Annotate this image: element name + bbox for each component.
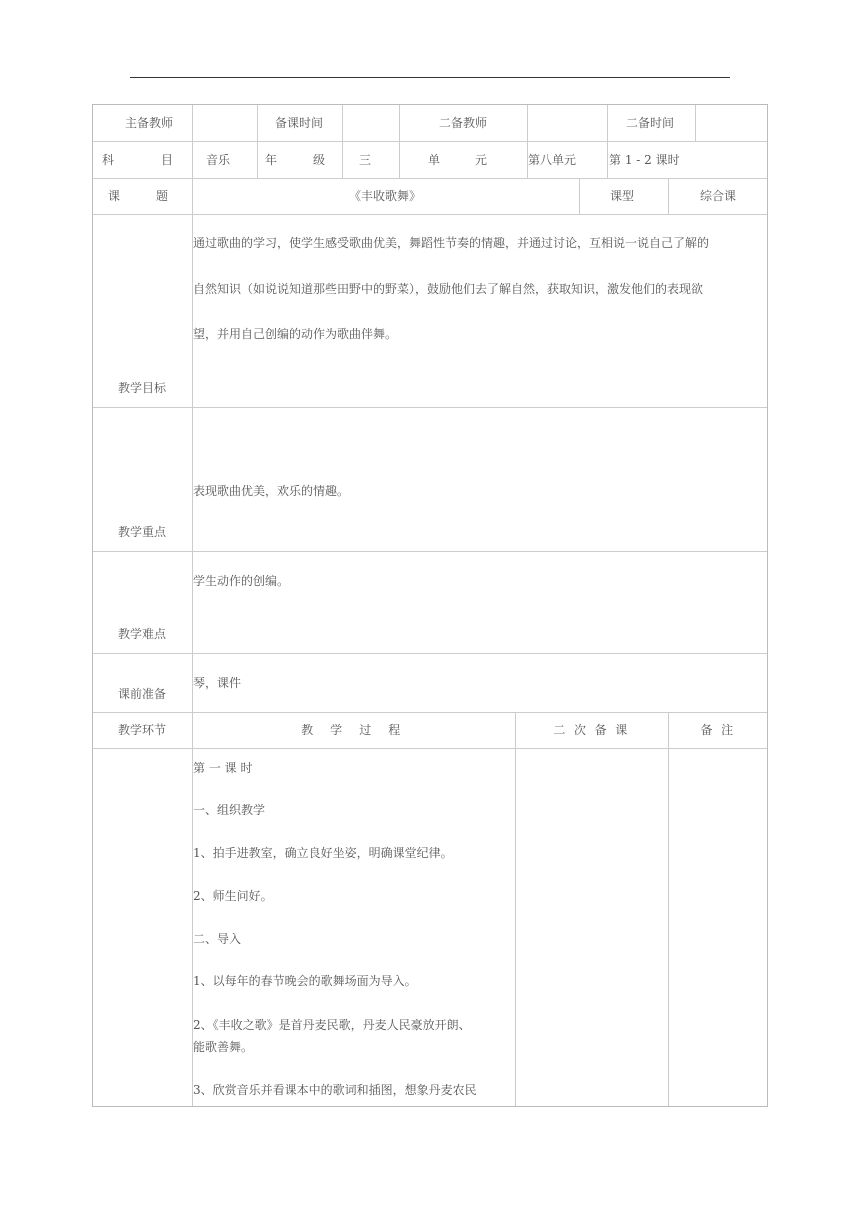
- objective-line: 望，并用自己创编的动作为歌曲伴舞。: [193, 327, 398, 341]
- process-line: 1、以每年的春节晚会的歌舞场面为导入。: [193, 974, 417, 988]
- objectives-label: 教学目标: [117, 381, 166, 395]
- col-divider: [192, 105, 193, 1106]
- second-time-label: 二备时间: [625, 116, 674, 130]
- prep-time-label: 备课时间: [274, 116, 323, 130]
- process-label: 教 学 过 程: [301, 723, 407, 737]
- subject-label: 科: [102, 153, 115, 167]
- row-divider: [93, 178, 767, 179]
- notes-label: 备 注: [700, 723, 736, 737]
- col-divider: [342, 105, 343, 178]
- row-divider: [93, 712, 767, 713]
- header-rule: [130, 77, 730, 78]
- col-divider: [668, 712, 669, 1106]
- grade-label: 年: [265, 153, 278, 167]
- period-value: 第 1 - 2 课时: [609, 153, 680, 167]
- preparation-label: 课前准备: [117, 687, 166, 701]
- topic-label: 课: [108, 189, 121, 203]
- unit-value: 第八单元: [528, 153, 577, 167]
- process-line: 第 一 课 时: [193, 761, 253, 775]
- row-divider: [93, 653, 767, 654]
- difficulties-label: 教学难点: [117, 627, 166, 641]
- second-prep-label: 二 次 备 课: [553, 723, 630, 737]
- objective-line: 自然知识（如说说知道那些田野中的野菜），鼓励他们去了解自然，获取知识，激发他们的表现欲: [193, 282, 704, 296]
- objective-line: 通过歌曲的学习，使学生感受歌曲优美，舞蹈性节奏的情趣，并通过讨论，互相说一说自己了解的: [193, 236, 710, 250]
- key-points-value: 表现歌曲优美，欢乐的情趣。: [193, 484, 350, 498]
- process-line: 能歌善舞。: [193, 1040, 254, 1054]
- preparation-value: 琴，课件: [193, 676, 242, 690]
- process-line: 一、组织教学: [193, 803, 266, 817]
- unit-label: 元: [475, 153, 488, 167]
- process-line: 3、欣赏音乐并看课本中的歌词和插图，想象丹麦农民: [193, 1083, 477, 1097]
- col-divider: [515, 712, 516, 1106]
- row-divider: [93, 748, 767, 749]
- lesson-plan-table: [92, 104, 768, 1107]
- key-points-label: 教学重点: [117, 525, 166, 539]
- process-line: 2、师生问好。: [193, 889, 273, 903]
- process-line: 2、《丰收之歌》是首丹麦民歌，丹麦人民豪放开朗、: [193, 1018, 471, 1032]
- row-divider: [93, 141, 767, 142]
- subject-value: 音乐: [206, 153, 231, 167]
- unit-label: 单: [428, 153, 441, 167]
- grade-value: 三: [359, 153, 372, 167]
- difficulties-value: 学生动作的创编。: [193, 574, 290, 588]
- topic-label: 题: [156, 189, 169, 203]
- lesson-title: 《丰收歌舞》: [348, 189, 421, 203]
- process-line: 二、导入: [193, 932, 242, 946]
- row-divider: [93, 214, 767, 215]
- row-divider: [93, 407, 767, 408]
- row-divider: [93, 551, 767, 552]
- stage-label: 教学环节: [117, 723, 166, 737]
- col-divider: [695, 105, 696, 141]
- subject-label: 目: [161, 153, 174, 167]
- second-teacher-label: 二备教师: [438, 116, 487, 130]
- lesson-type-value: 综合课: [699, 189, 736, 203]
- process-line: 1、拍手进教室，确立良好坐姿，明确课堂纪律。: [193, 846, 453, 860]
- grade-label: 级: [313, 153, 326, 167]
- lesson-type-label: 课型: [609, 189, 634, 203]
- main-teacher-label: 主备教师: [124, 116, 173, 130]
